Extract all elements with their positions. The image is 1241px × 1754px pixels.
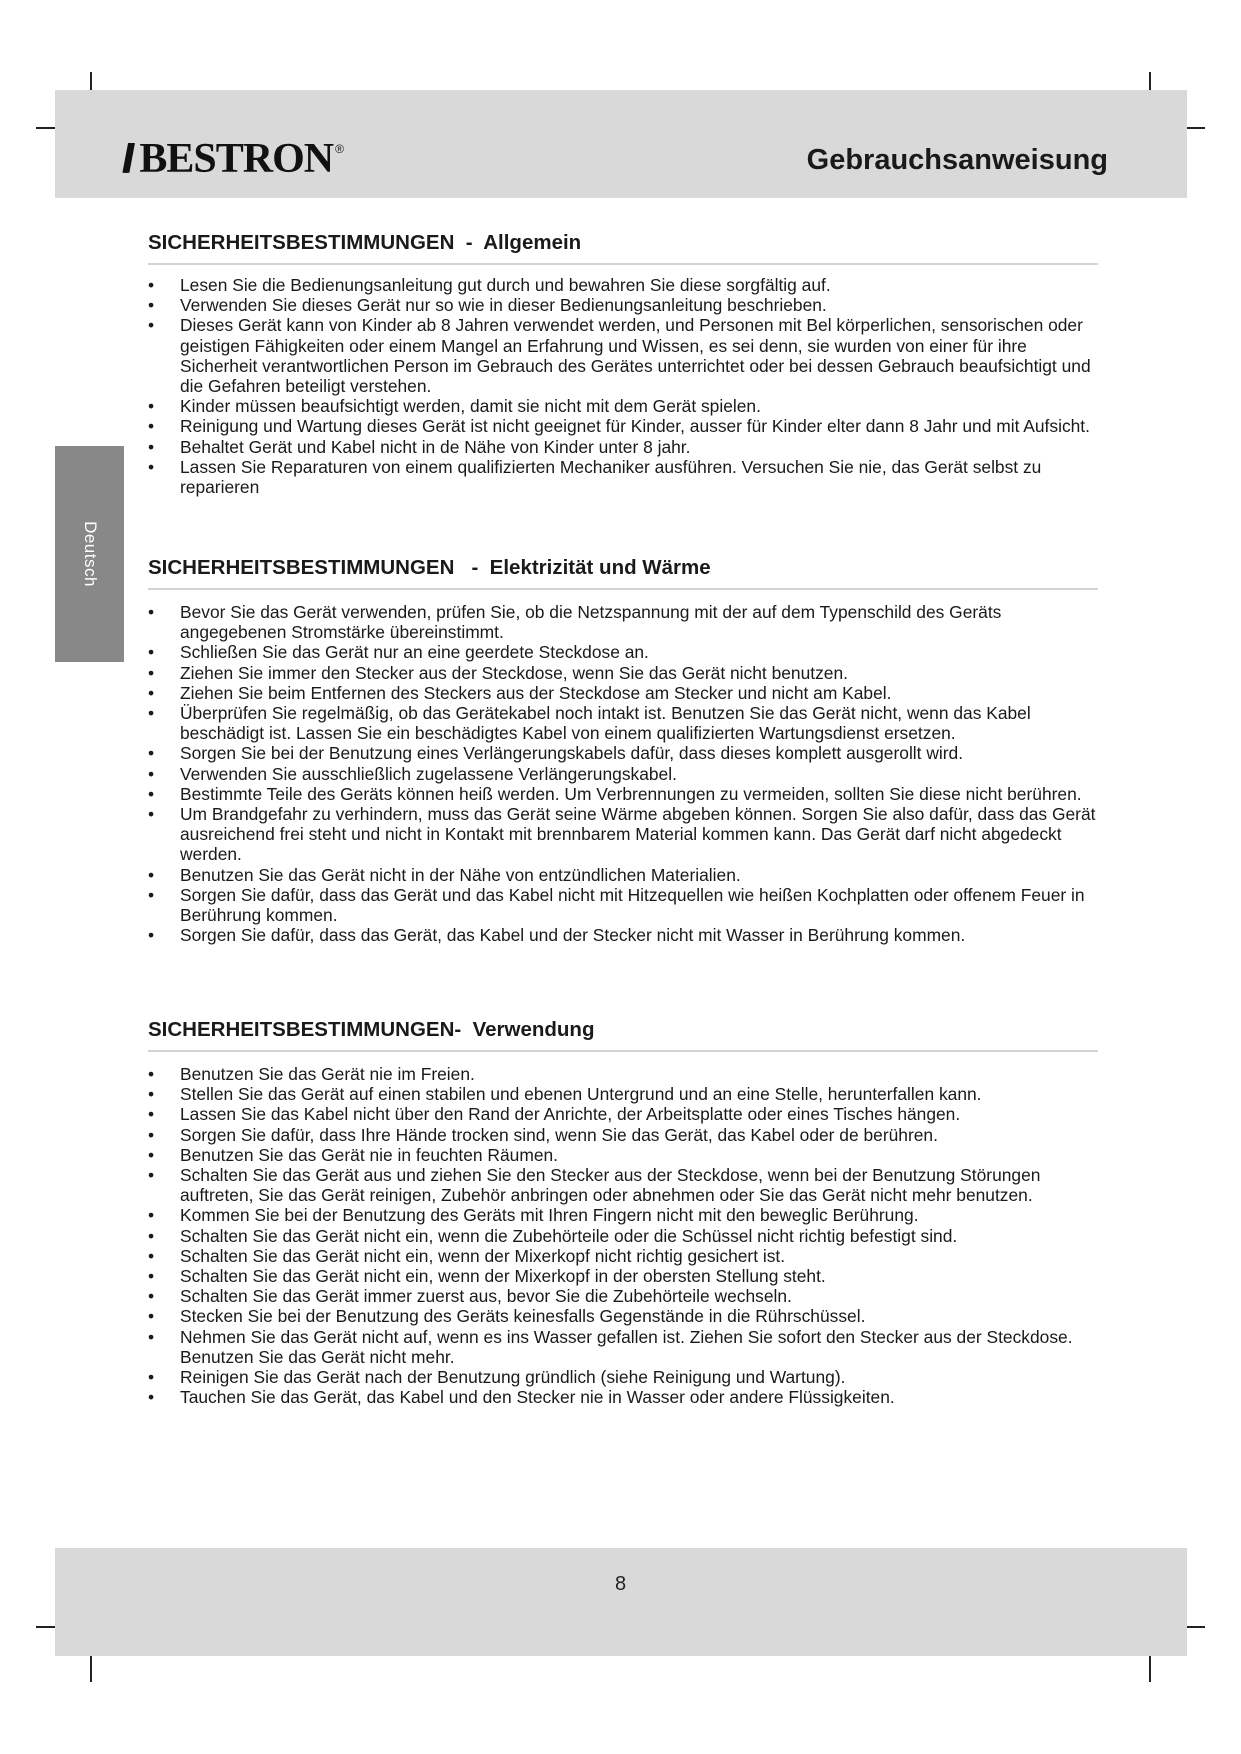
logo-chevron-icon: /// (122, 137, 126, 181)
list-item: • Tauchen Sie das Gerät, das Kabel und den Stecker nie in Wasser oder andere Flüssigkeiten. (148, 1387, 1098, 1407)
list-item: • Ziehen Sie immer den Stecker aus der Steckdose, wenn Sie das Gerät nicht benutzen. (148, 663, 1098, 683)
section-title: SICHERHEITSBESTIMMUNGEN- Verwendung (148, 1018, 1098, 1052)
list-item: • Schalten Sie das Gerät nicht ein, wenn die Zubehörteile oder die Schüssel nicht richtig befestigt sind. (148, 1226, 1098, 1246)
section-title: SICHERHEITSBESTIMMUNGEN - Elektrizität und Wärme (148, 556, 1098, 590)
list-item: • Sorgen Sie bei der Benutzung eines Verlängerungskabels dafür, dass dieses komplett ausgerollt wird. (148, 743, 1098, 763)
list-item: • Schalten Sie das Gerät nicht ein, wenn der Mixerkopf in der obersten Stellung steht. (148, 1266, 1098, 1286)
list-item: • Benutzen Sie das Gerät nie in feuchten Räumen. (148, 1145, 1098, 1165)
section-general (148, 231, 1098, 497)
list-item: • Lassen Sie das Kabel nicht über den Rand der Anrichte, der Arbeitsplatte oder eines Tisches hängen. (148, 1104, 1098, 1124)
list-item: • Kommen Sie bei der Benutzung des Geräts mit Ihren Fingern nicht mit den beweglic Berührung. (148, 1205, 1098, 1225)
bullet-list (148, 1064, 1098, 1407)
list-item: • Dieses Gerät kann von Kinder ab 8 Jahren verwendet werden, und Personen mit Bel körperlichen, sensorischen oder geistigen Fähigkeiten oder einem Mangel an Erfahrung und Wissen, es sei denn, sie wurden von einer für ihre Sicherheit verantwortlichen Person im Gebrauch des Gerätes unterrichtet oder bei dessen Gebrauch beaufsichtigt und die Gefahren beteiligt verstehen. (148, 315, 1098, 396)
bullet-list (148, 275, 1098, 497)
list-item: • Sorgen Sie dafür, dass Ihre Hände trocken sind, wenn Sie das Gerät, das Kabel oder de berühren. (148, 1125, 1098, 1145)
list-item: • Sorgen Sie dafür, dass das Gerät und das Kabel nicht mit Hitzequellen wie heißen Kochplatten oder offenem Feuer in Berührung kommen. (148, 885, 1098, 925)
brand-logo (122, 138, 344, 180)
list-item: • Reinigung und Wartung dieses Gerät ist nicht geeignet für Kinder, ausser für Kinder elter dann 8 Jahr und mit Aufsicht. (148, 416, 1098, 436)
list-item: • Reinigen Sie das Gerät nach der Benutzung gründlich (siehe Reinigung und Wartung). (148, 1367, 1098, 1387)
bullet-list (148, 602, 1098, 945)
footer-band (55, 1548, 1187, 1656)
list-item: • Überprüfen Sie regelmäßig, ob das Gerätekabel noch intakt ist. Benutzen Sie das Gerät nicht, wenn das Kabel beschädigt ist. Lassen Sie ein beschädigtes Kabel von einem qualifizierten Wartungsdienst ersetzen. (148, 703, 1098, 743)
list-item: • Schalten Sie das Gerät nicht ein, wenn der Mixerkopf nicht richtig gesichert ist. (148, 1246, 1098, 1266)
list-item: • Verwenden Sie ausschließlich zugelassene Verlängerungskabel. (148, 764, 1098, 784)
list-item: • Kinder müssen beaufsichtigt werden, damit sie nicht mit dem Gerät spielen. (148, 396, 1098, 416)
list-item: • Bevor Sie das Gerät verwenden, prüfen Sie, ob die Netzspannung mit der auf dem Typenschild des Geräts angegebenen Stromstärke übereinstimmt. (148, 602, 1098, 642)
language-tab-label: Deutsch (81, 521, 100, 587)
list-item: • Ziehen Sie beim Entfernen des Steckers aus der Steckdose am Stecker und nicht am Kabel. (148, 683, 1098, 703)
list-item: • Verwenden Sie dieses Gerät nur so wie in dieser Bedienungsanleitung beschrieben. (148, 295, 1098, 315)
list-item: • Schalten Sie das Gerät aus und ziehen Sie den Stecker aus der Steckdose, wenn bei der Benutzung Störungen auftreten, Sie das Gerät reinigen, Zubehör anbringen oder abnehmen oder Sie das Gerät nicht mehr benutzen. (148, 1165, 1098, 1205)
list-item: • Behaltet Gerät und Kabel nicht in de Nähe von Kinder unter 8 jahr. (148, 437, 1098, 457)
list-item: • Lassen Sie Reparaturen von einem qualifizierten Mechaniker ausführen. Versuchen Sie nie, das Gerät selbst zu reparieren (148, 457, 1098, 497)
list-item: • Stecken Sie bei der Benutzung des Geräts keinesfalls Gegenstände in die Rührschüssel. (148, 1306, 1098, 1326)
registered-mark: ® (335, 142, 344, 156)
brand-wordmark: BESTRON (139, 136, 334, 182)
list-item: • Stellen Sie das Gerät auf einen stabilen und ebenen Untergrund und an eine Stelle, herunterfallen kann. (148, 1084, 1098, 1104)
list-item: • Benutzen Sie das Gerät nie im Freien. (148, 1064, 1098, 1084)
list-item: • Schalten Sie das Gerät immer zuerst aus, bevor Sie die Zubehörteile wechseln. (148, 1286, 1098, 1306)
list-item: • Bestimmte Teile des Geräts können heiß werden. Um Verbrennungen zu vermeiden, sollten Sie diese nicht berühren. (148, 784, 1098, 804)
page-title: Gebrauchsanweisung (806, 144, 1108, 176)
list-item: • Um Brandgefahr zu verhindern, muss das Gerät seine Wärme abgeben können. Sorgen Sie also dafür, dass das Gerät ausreichend frei steht und nicht in Kontakt mit brennbarem Material kommen kann. Das Gerät darf nicht abgedeckt werden. (148, 804, 1098, 865)
list-item: • Sorgen Sie dafür, dass das Gerät, das Kabel und der Stecker nicht mit Wasser in Berührung kommen. (148, 925, 1098, 945)
page-number: 8 (614, 1573, 627, 1595)
list-item: • Benutzen Sie das Gerät nicht in der Nähe von entzündlichen Materialien. (148, 865, 1098, 885)
list-item: • Lesen Sie die Bedienungsanleitung gut durch und bewahren Sie diese sorgfältig auf. (148, 275, 1098, 295)
list-item: • Schließen Sie das Gerät nur an eine geerdete Steckdose an. (148, 642, 1098, 662)
list-item: • Nehmen Sie das Gerät nicht auf, wenn es ins Wasser gefallen ist. Ziehen Sie sofort den Stecker aus der Steckdose. Benutzen Sie das Gerät nicht mehr. (148, 1327, 1098, 1367)
section-title: SICHERHEITSBESTIMMUNGEN - Allgemein (148, 231, 1098, 265)
section-usage (148, 1018, 1098, 1407)
section-electricity-heat (148, 556, 1098, 945)
